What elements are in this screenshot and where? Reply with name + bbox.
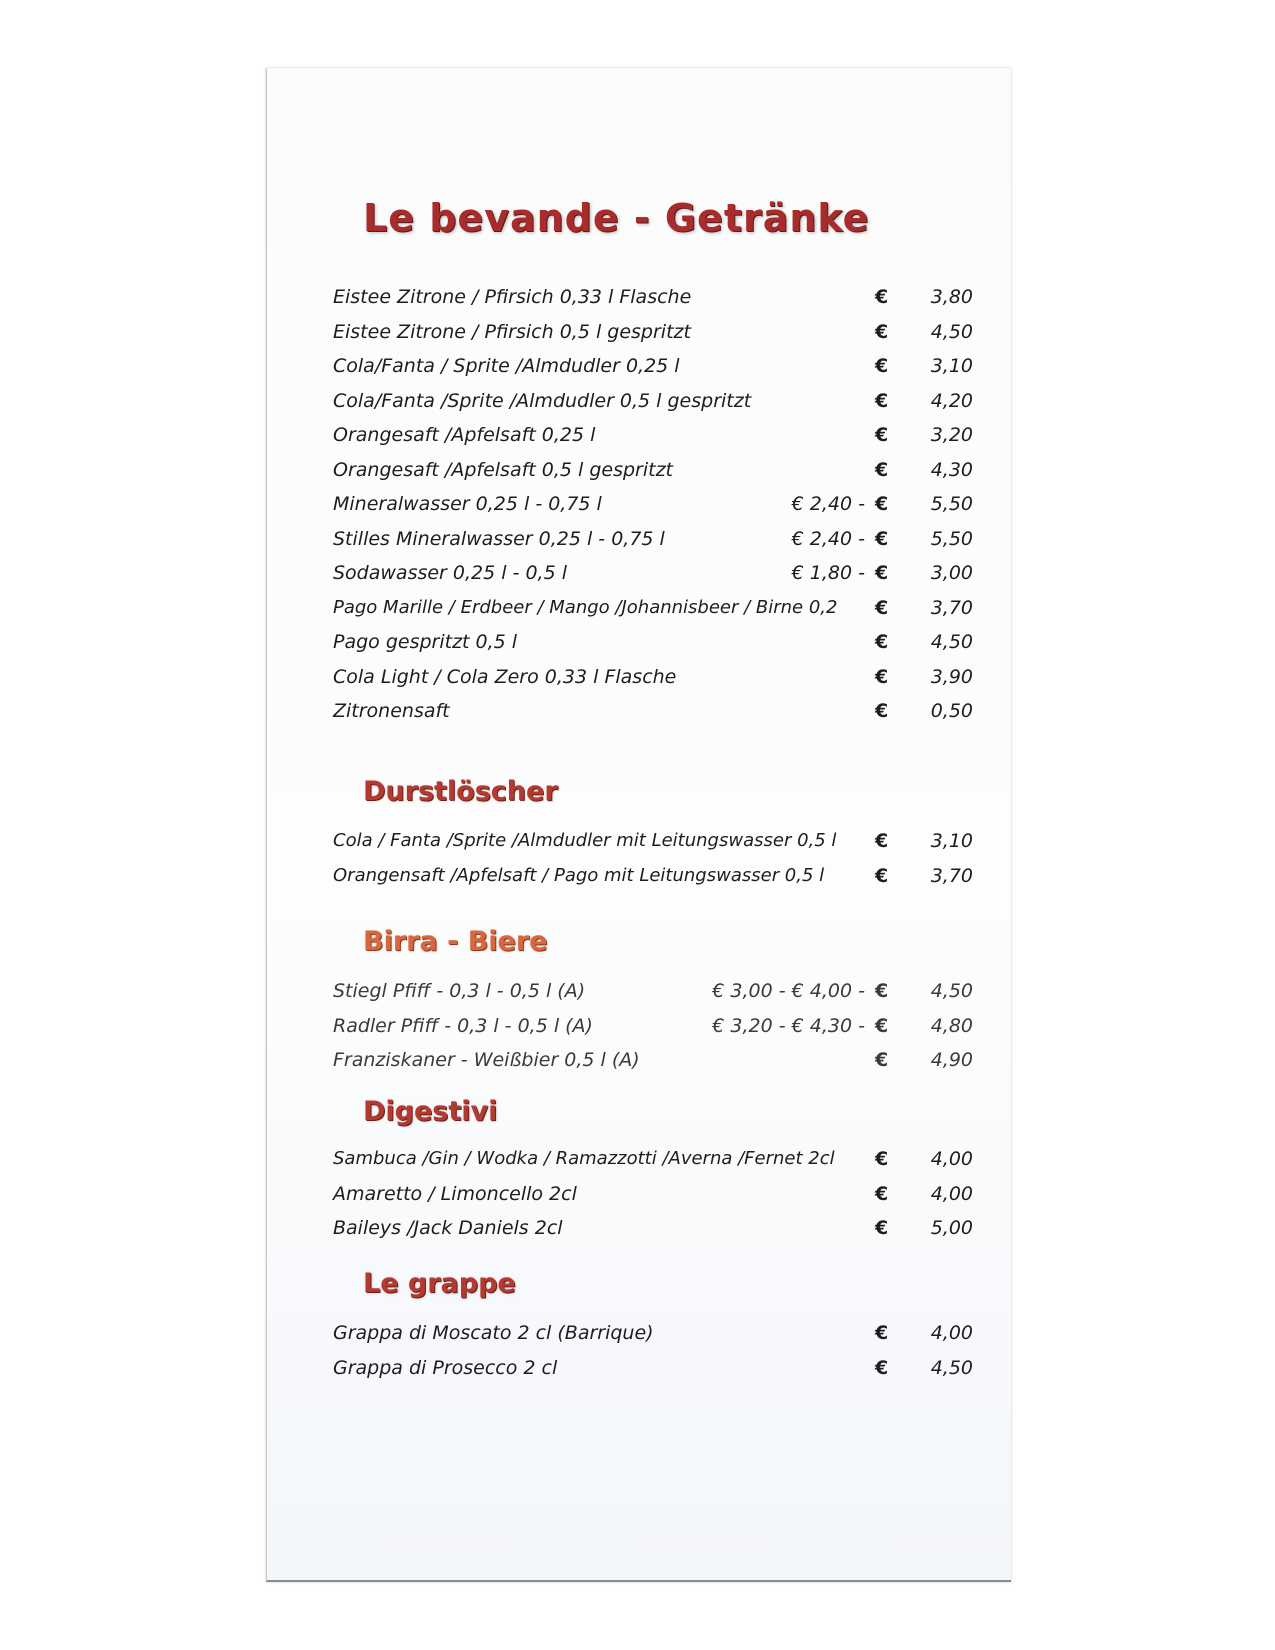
item-name: Zitronensaft [333,700,450,722]
item-price: 4,50 [930,980,973,1002]
item-price: 3,70 [930,596,973,619]
list-item [333,282,973,317]
item-name: Sambuca /Gin / Wodka / Ramazzotti /Averna /Fernet 2cl [333,1148,835,1169]
item-name: Grappa di Moscato 2 cl (Barrique) [333,1322,654,1344]
item-name: Orangensaft /Apfelsaft / Pago mit Leitungswasser 0,5 l [333,864,825,886]
currency-symbol: € [875,1356,889,1379]
item-price: 4,50 [930,1356,973,1379]
item-price: 5,00 [930,1217,973,1239]
item-price-range: € 3,20 - € 4,30 - [712,1014,865,1037]
item-price: 4,20 [930,389,973,412]
currency-symbol: € [875,355,889,377]
list-item [333,976,973,1011]
list-item [333,420,973,455]
list-item [333,662,973,697]
item-name: Baileys /Jack Daniels 2cl [333,1217,563,1239]
item-name: Cola/Fanta /Sprite /Almdudler 0,5 l gespritzt [333,389,752,412]
list-item [333,1144,973,1179]
item-name: Cola Light / Cola Zero 0,33 l Flasche [333,665,677,688]
currency-symbol: € [875,700,889,722]
item-name: Pago gespritzt 0,5 l [333,631,518,653]
item-price: 4,30 [930,458,973,481]
currency-symbol: € [875,1148,889,1170]
item-price-range: € 2,40 - [791,493,865,515]
item-name: Pago Marille / Erdbeer / Mango /Johannisbeer / Birne 0,2 [333,596,838,618]
currency-symbol: € [875,1182,889,1205]
item-name: Cola / Fanta /Sprite /Almdudler mit Leitungswasser 0,5 l [333,830,837,851]
item-name: Eistee Zitrone / Pfirsich 0,33 l Flasche [333,286,692,308]
list-item [333,386,973,421]
currency-symbol: € [875,665,889,688]
item-price: 4,80 [930,1014,973,1037]
list-item [333,1213,973,1248]
section-title-durstloescher: Durstlöscher [363,776,558,807]
item-price: 4,00 [930,1182,973,1205]
item-name: Grappa di Prosecco 2 cl [333,1356,558,1379]
currency-symbol: € [875,527,889,550]
currency-symbol: € [875,458,889,481]
page-title: Le bevande - Getränke [363,196,870,240]
menu-card [266,68,1011,1582]
list-item [333,455,973,490]
item-name: Eistee Zitrone / Pfirsich 0,5 l gespritzt [333,320,691,343]
item-price: 5,50 [930,527,973,550]
currency-symbol: € [875,1217,889,1239]
item-name: Franziskaner - Weißbier 0,5 l (A) [333,1049,640,1071]
section-title-biere: Birra - Biere [363,926,548,957]
item-price: 5,50 [930,493,973,515]
list-item [333,524,973,559]
currency-symbol: € [875,864,889,887]
list-item [333,317,973,352]
item-price: 4,50 [930,320,973,343]
item-price: 4,50 [930,631,973,653]
section-digestivi [333,1144,973,1248]
item-price: 3,20 [930,424,973,446]
currency-symbol: € [875,424,889,446]
item-price: 3,70 [930,864,973,887]
item-price: 4,00 [930,1148,973,1170]
item-price: 0,50 [930,700,973,722]
currency-symbol: € [875,320,889,343]
item-price-range: € 1,80 - [791,562,865,584]
item-price-range: € 2,40 - [791,527,865,550]
currency-symbol: € [875,389,889,412]
item-price: 4,90 [930,1049,973,1071]
item-price: 4,00 [930,1322,973,1344]
list-item [333,861,973,896]
list-item [333,627,973,662]
section-durstloescher [333,826,973,895]
currency-symbol: € [875,493,889,515]
item-name: Mineralwasser 0,25 l - 0,75 l [333,493,602,515]
item-name: Cola/Fanta / Sprite /Almdudler 0,25 l [333,355,680,377]
currency-symbol: € [875,980,889,1002]
list-item [333,489,973,524]
list-item [333,826,973,861]
item-name: Amaretto / Limoncello 2cl [333,1182,577,1205]
item-name: Stilles Mineralwasser 0,25 l - 0,75 l [333,527,665,550]
list-item [333,593,973,628]
item-price: 3,80 [930,286,973,308]
currency-symbol: € [875,562,889,584]
list-item [333,696,973,731]
currency-symbol: € [875,1049,889,1071]
list-item [333,1045,973,1080]
item-name: Sodawasser 0,25 l - 0,5 l [333,562,568,584]
item-price-range: € 3,00 - € 4,00 - [712,980,865,1002]
currency-symbol: € [875,1014,889,1037]
section-biere [333,976,973,1080]
currency-symbol: € [875,830,889,852]
currency-symbol: € [875,1322,889,1344]
list-item [333,1011,973,1046]
list-item [333,558,973,593]
list-item [333,1318,973,1353]
list-item [333,1353,973,1388]
item-name: Radler Pfiff - 0,3 l - 0,5 l (A) [333,1014,593,1037]
item-name: Stiegl Pfiff - 0,3 l - 0,5 l (A) [333,980,586,1002]
item-price: 3,10 [930,830,973,852]
currency-symbol: € [875,286,889,308]
item-price: 3,10 [930,355,973,377]
section-grappe [333,1318,973,1387]
currency-symbol: € [875,596,889,619]
list-item [333,351,973,386]
item-name: Orangesaft /Apfelsaft 0,5 l gespritzt [333,458,674,481]
section-drinks [333,282,973,731]
item-name: Orangesaft /Apfelsaft 0,25 l [333,424,596,446]
item-price: 3,00 [930,562,973,584]
list-item [333,1179,973,1214]
item-price: 3,90 [930,665,973,688]
section-title-digestivi: Digestivi [363,1096,498,1127]
section-title-grappe: Le grappe [363,1268,516,1299]
currency-symbol: € [875,631,889,653]
